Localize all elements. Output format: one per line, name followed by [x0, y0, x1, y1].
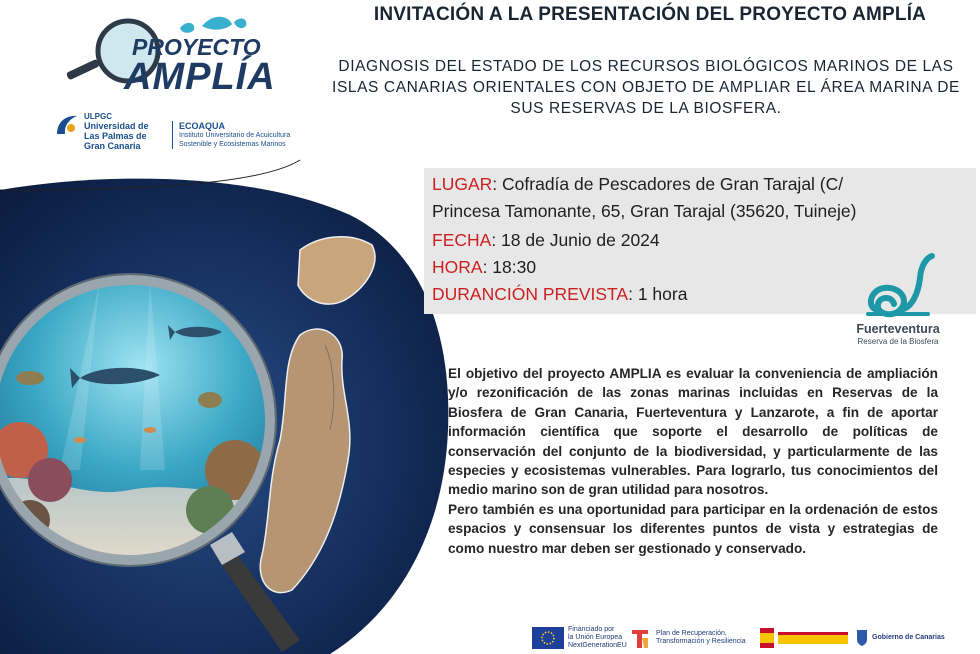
ulpgc-name-1: Universidad de	[84, 121, 149, 131]
lugar-value-1: : Cofradía de Pescadores de Gran Tarajal (C/	[492, 174, 844, 194]
ecoaqua-title: ECOAQUA	[179, 121, 226, 131]
eu-text-3: NextGenerationEU	[568, 642, 627, 649]
fuerte-name: Fuerteventura	[856, 322, 940, 336]
hora-value: : 18:30	[482, 257, 537, 277]
eu-text-2: la Unión Europea	[568, 634, 623, 641]
eu-text-1: Financiado por	[568, 626, 615, 633]
paragraph-2: Pero también es una oportunidad para participar en la ordenación de estos espacios y consensuar los diferentes puntos de vista y estrategias de como nuestro mar deben ser gestionado y conservado.	[448, 501, 938, 556]
duracion-label: DURANCIÓN PREVISTA	[432, 284, 629, 304]
prtr-text-2: Transformación y Resiliencia	[656, 638, 746, 645]
body-text	[448, 364, 938, 558]
duracion-line	[432, 284, 687, 305]
ecoaqua-sub-2: Sostenible y Ecosistemas Marinos	[179, 141, 286, 148]
gobierno-canarias-text: Gobierno de Canarias	[872, 634, 945, 641]
ulpgc-name-3: Gran Canaria	[84, 141, 141, 151]
lugar-label: LUGAR	[432, 174, 493, 194]
fecha-line	[432, 230, 660, 251]
duracion-value: : 1 hora	[628, 284, 688, 304]
project-logo-word-1: PROYECTO	[132, 34, 261, 60]
fuerteventura-logo	[848, 248, 948, 348]
paragraph-1: El objetivo del proyecto AMPLIA es evaluar la conveniencia de ampliación y/o rezonificación de las zonas marinas incluidas en Reservas de la Biosfera de Gran Canaria, Fuerteventura y Lanzarote, a fin de aportar información científica que soporte el desarrollo de políticas de conservación del conjunto de la biodiversidad, y particularmente de las especies y ecosistemas vulnerables. Para lograrlo, tus conocimientos del medio marino son de gran utilidad para nosotros.	[448, 366, 938, 498]
hora-label: HORA	[432, 257, 483, 277]
snail-icon	[848, 248, 948, 320]
lugar-line-1	[432, 174, 843, 195]
gobierno-espana-icon	[760, 628, 848, 648]
page-subtitle: DIAGNOSIS DEL ESTADO DE LOS RECURSOS BIOLÓGICOS MARINOS DE LAS ISLAS CANARIAS ORIENTALES CON OBJETO DE AMPLIAR EL ÁREA MARINA DE SUS RESERVAS DE LA BIOSFERA.	[332, 58, 960, 117]
fuerte-sub: Reserva de la Biosfera	[857, 337, 939, 346]
page-title: INVITACIÓN A LA PRESENTACIÓN DEL PROYECTO AMPLÍA	[373, 4, 927, 25]
ulpgc-name-2: Las Palmas de	[84, 131, 147, 141]
ecoaqua-sub-1: Instituto Universitario de Acuicultura	[179, 132, 291, 139]
hora-line	[432, 257, 536, 278]
lugar-line-2: Princesa Tamonante, 65, Gran Tarajal (35620, Tuineje)	[432, 201, 857, 221]
canarias-shield-icon	[856, 629, 868, 647]
prtr-text-1: Plan de Recuperación,	[656, 630, 727, 637]
fecha-label: FECHA	[432, 230, 492, 250]
fecha-value: : 18 de Junio de 2024	[491, 230, 660, 250]
ecoaqua-logo	[172, 121, 329, 149]
funding-logos	[530, 624, 970, 652]
prtr-icon	[628, 626, 652, 650]
proyecto-amplia-logo	[62, 6, 276, 98]
eu-flag-icon	[532, 627, 564, 649]
project-logo-word-2: AMPLÍA	[124, 56, 276, 98]
ulpgc-acronym: ULPGC	[84, 112, 112, 121]
ulpgc-emblem-icon	[54, 112, 80, 138]
